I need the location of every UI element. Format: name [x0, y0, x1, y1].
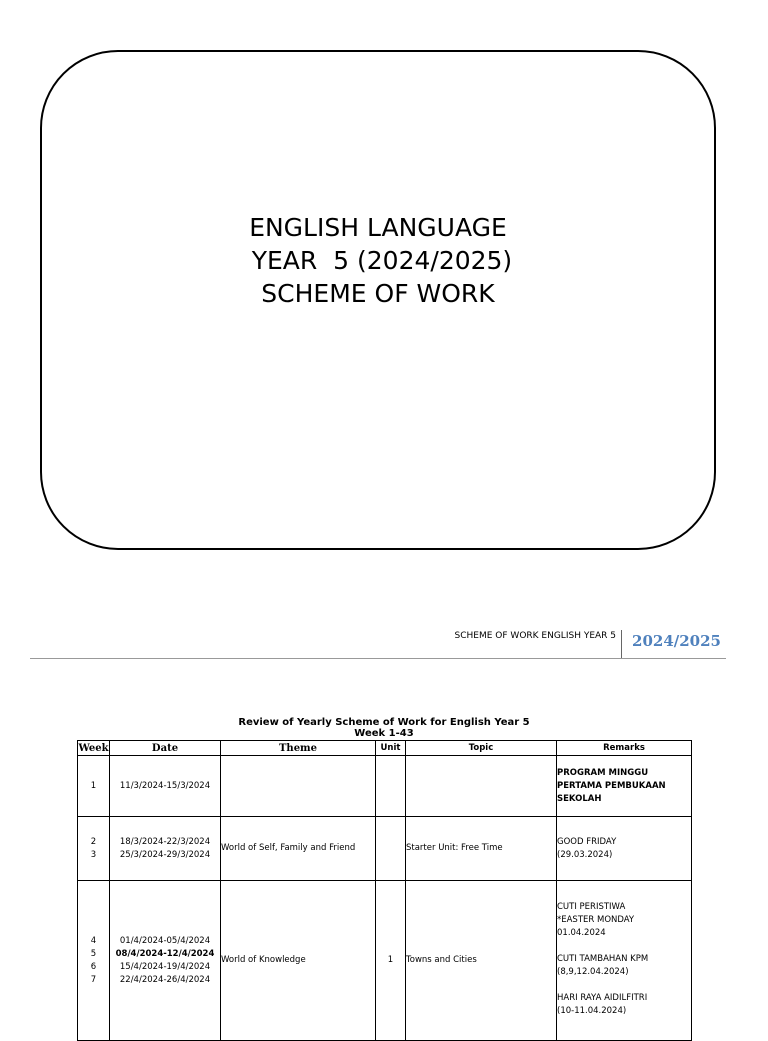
cover-box: [40, 50, 716, 550]
cell-remarks: [557, 881, 692, 1041]
remark-line: CUTI PERISTIWA: [557, 902, 626, 912]
date-range: 18/3/2024-22/3/2024: [119, 836, 211, 847]
remark-line: *EASTER MONDAY: [557, 915, 635, 925]
review-title: Review of Yearly Scheme of Work for English Year 5: [238, 717, 530, 728]
table-row: [78, 756, 692, 817]
col-header-date: Date: [110, 741, 221, 756]
week-number: 6: [90, 961, 97, 972]
cover-title-line-1: ENGLISH LANGUAGE: [249, 212, 507, 242]
review-subtitle: Week 1-43: [354, 728, 414, 739]
cell-theme: World of Self, Family and Friend: [221, 817, 376, 881]
remark-line: CUTI TAMBAHAN KPM: [557, 954, 649, 964]
remark-line: PROGRAM MINGGU: [557, 767, 649, 778]
date-range: 25/3/2024-29/3/2024: [119, 849, 211, 860]
col-header-unit: Unit: [376, 741, 406, 756]
remark-spacer: [557, 940, 691, 953]
cell-date: [110, 881, 221, 1041]
cell-unit: [376, 756, 406, 817]
cell-week: [78, 756, 110, 817]
header-label: SCHEME OF WORK ENGLISH YEAR 5: [454, 631, 616, 641]
week-number: 2: [90, 836, 97, 847]
cover-title: [244, 211, 512, 310]
cover-title-line-3: SCHEME OF WORK: [261, 278, 495, 308]
cell-unit: 1: [376, 881, 406, 1041]
remark-line: HARI RAYA AIDILFITRI: [557, 993, 648, 1003]
remark-line: (8,9,12.04.2024): [557, 967, 629, 977]
cell-remarks: [557, 756, 692, 817]
remark-line: SEKOLAH: [557, 793, 602, 804]
cell-topic: [406, 756, 557, 817]
date-range: 22/4/2024-26/4/2024: [119, 974, 211, 985]
week-number: 4: [90, 935, 97, 946]
date-range: 15/4/2024-19/4/2024: [119, 961, 211, 972]
cell-unit: [376, 817, 406, 881]
cell-theme: World of Knowledge: [221, 881, 376, 1041]
cell-topic: Starter Unit: Free Time: [406, 817, 557, 881]
col-header-topic: Topic: [406, 741, 557, 756]
week-number: 1: [90, 780, 97, 791]
header-divider: [621, 630, 622, 658]
week-number: 5: [90, 948, 97, 959]
remark-line: (29.03.2024): [557, 849, 613, 860]
remark-line: 01.04.2024: [557, 928, 606, 938]
table-header-row: [78, 741, 692, 756]
remark-line: PERTAMA PEMBUKAAN: [557, 780, 666, 791]
date-range: 11/3/2024-15/3/2024: [119, 780, 211, 791]
header-year: 2024/2025: [632, 632, 721, 650]
remark-spacer: [557, 979, 691, 992]
scheme-table: [77, 740, 692, 1041]
table-row: [78, 881, 692, 1041]
col-header-week: Week: [78, 742, 109, 754]
cover-title-line-2: YEAR 5 (2024/2025): [243, 245, 513, 275]
remark-line: GOOD FRIDAY: [557, 836, 617, 847]
date-range: 08/4/2024-12/4/2024: [115, 948, 215, 959]
date-range: 01/4/2024-05/4/2024: [119, 935, 211, 946]
remark-line: (10-11.04.2024): [557, 1006, 627, 1016]
page-header: [30, 626, 726, 659]
week-number: 3: [90, 849, 97, 860]
col-header-theme: Theme: [221, 741, 376, 756]
cell-theme: [221, 756, 376, 817]
cell-remarks: [557, 817, 692, 881]
table-row: [78, 817, 692, 881]
col-header-remarks: Remarks: [557, 741, 692, 756]
cell-week: [78, 817, 110, 881]
cell-week: [78, 881, 110, 1041]
cell-topic: Towns and Cities: [406, 881, 557, 1041]
cell-date: [110, 756, 221, 817]
week-number: 7: [90, 974, 97, 985]
cell-date: [110, 817, 221, 881]
